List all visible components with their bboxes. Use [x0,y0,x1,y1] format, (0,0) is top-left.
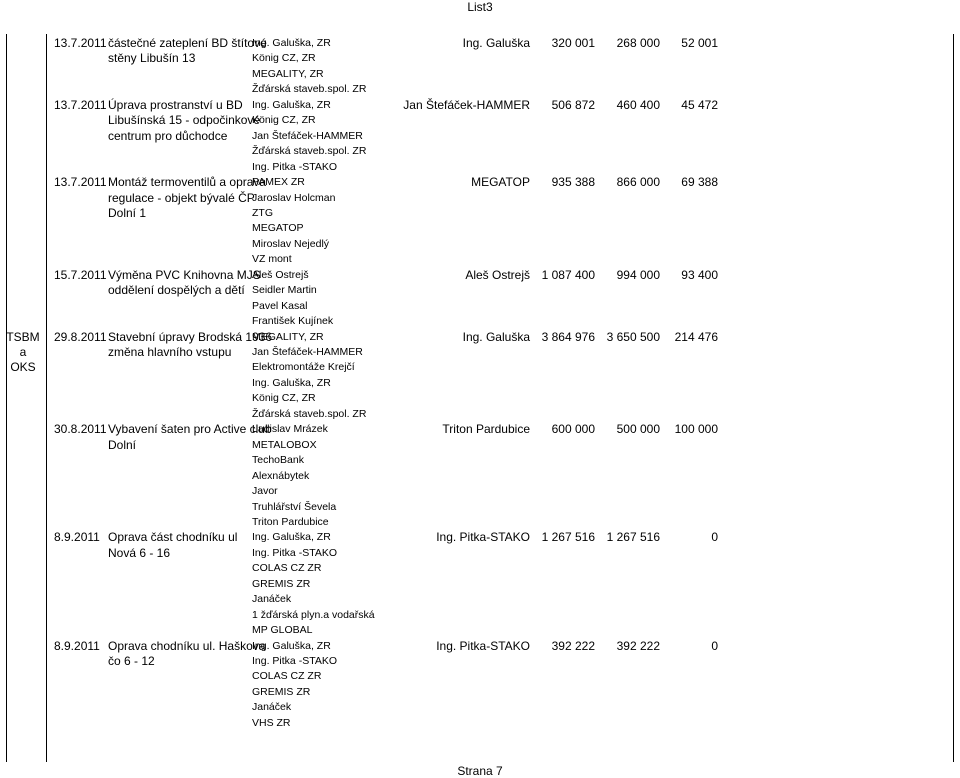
supplier-name: COLAS CZ ZR [252,670,322,683]
supplier-name: Seidler Martin [252,284,317,297]
estimated-price: 506 872 [551,97,595,112]
supplier-name: GREMIS ZR [252,685,311,698]
supplier-name: Ladislav Mrázek [252,423,328,436]
contract-price: 994 000 [616,267,660,282]
column-divider-line [46,34,47,762]
supplier-name: König CZ, ZR [252,392,316,405]
supplier-name: METALOBOX [252,438,317,451]
contract-price: 1 267 516 [606,530,660,545]
estimated-price: 1 087 400 [541,267,595,282]
date-cell: 30.8.2011 [54,422,107,437]
winning-supplier: MEGATOP [471,175,530,190]
winning-supplier: Aleš Ostrejš [465,267,530,282]
project-name-line: oddělení dospělých a dětí [108,283,245,298]
contract-price: 866 000 [616,175,660,190]
supplier-name: Truhlářství Ševela [252,500,337,513]
contract-price: 3 650 500 [606,329,660,344]
supplier-name: Pavel Kasal [252,299,308,312]
winning-supplier: Ing. Galuška [462,36,530,50]
supplier-name: Javor [252,485,278,498]
winning-supplier: Ing. Pitka-STAKO [436,530,530,545]
side-label-line: a [19,345,27,359]
page-footer: Strana 7 [457,764,503,778]
supplier-name: Janáček [252,593,292,606]
date-cell: 8.9.2011 [54,638,100,653]
savings-amount: 69 388 [681,175,718,190]
estimated-price: 600 000 [551,422,595,437]
savings-amount: 0 [711,638,718,653]
date-cell: 15.7.2011 [54,267,107,282]
date-cell: 29.8.2011 [54,329,107,344]
savings-amount: 52 001 [681,36,718,50]
project-name-line: Dolní [108,437,137,452]
supplier-name: Ing. Galuška, ZR [252,531,331,544]
winning-supplier: Ing. Galuška [462,329,530,344]
supplier-name: Jan Štefáček-HAMMER [252,129,363,142]
supplier-name: Ing. Galuška, ZR [252,37,331,49]
supplier-name: Ing. Pitka -STAKO [252,546,337,559]
supplier-name: König CZ, ZR [252,114,316,127]
supplier-name: MP GLOBAL [252,624,313,637]
project-name-line: Nová 6 - 16 [108,545,171,560]
date-cell: 13.7.2011 [54,36,107,50]
supplier-name: ZTG [252,206,273,219]
estimated-price: 935 388 [551,175,595,190]
winning-supplier: Ing. Pitka-STAKO [436,638,530,653]
supplier-name: Žďárská staveb.spol. ZR [252,407,367,420]
supplier-name: Ing. Galuška, ZR [252,376,331,389]
project-name-line: Výměna PVC Knihovna MJS [108,267,261,282]
contract-price: 268 000 [616,36,660,50]
savings-amount: 45 472 [681,97,718,112]
project-name-line: částečné zateplení BD štítové [108,36,267,50]
project-name-line: stěny Libušín 13 [108,51,196,66]
supplier-name: Ing. Galuška, ZR [252,639,331,652]
project-name-line: čo 6 - 12 [108,654,155,668]
side-label-line: OKS [10,360,36,375]
project-name-line: Montáž termoventilů a oprava [108,175,267,190]
savings-amount: 100 000 [674,422,718,437]
savings-amount: 0 [711,530,718,545]
project-name-line: Oprava chodníku ul. Haškova [108,638,266,653]
supplier-name: MEGALITY, ZR [252,67,324,80]
winning-supplier: Triton Pardubice [442,422,530,437]
winning-supplier: Jan Štefáček-HAMMER [403,97,530,112]
supplier-name: MEGATOP [252,222,304,235]
estimated-price: 1 267 516 [541,530,595,545]
project-name-line: Libušínská 15 - odpočinkové [108,113,261,128]
supplier-name: Aleš Ostrejš [252,268,309,281]
supplier-name: Triton Pardubice [252,515,329,528]
sheet-title: List3 [467,0,493,14]
date-cell: 13.7.2011 [54,175,107,190]
supplier-name: Elektromontáže Krejčí [252,361,355,374]
project-name-line: Vybavení šaten pro Active club [108,422,272,437]
supplier-name: Jan Štefáček-HAMMER [252,346,363,358]
savings-amount: 93 400 [681,267,718,282]
supplier-name: František Kujínek [252,315,334,328]
contract-price: 460 400 [616,97,660,112]
supplier-name: Janáček [252,701,292,714]
supplier-name: MEGALITY, ZR [252,330,324,343]
supplier-name: COLAS CZ ZR [252,562,322,575]
left-border-line [6,34,7,762]
side-label-line: TSBM [6,329,40,344]
supplier-name: TechoBank [252,454,304,467]
supplier-name: PAMEX ZR [252,176,305,189]
project-name-line: regulace - objekt bývalé ČP [108,190,255,205]
project-name-line: Stavební úpravy Brodská 1936 [108,329,273,344]
contract-price: 392 222 [616,638,660,653]
supplier-name: Ing. Pitka -STAKO [252,160,337,173]
supplier-name: Ing. Galuška, ZR [252,98,331,111]
supplier-name: VZ mont [252,253,292,266]
supplier-name: Ing. Pitka -STAKO [252,655,337,667]
project-name-line: Úprava prostranství u BD [108,97,243,112]
supplier-name: Miroslav Nejedlý [252,237,330,250]
supplier-name: VHS ZR [252,716,291,729]
right-border-line [953,34,954,762]
savings-amount: 214 476 [674,329,718,344]
supplier-name: König CZ, ZR [252,52,316,65]
project-name-line: centrum pro důchodce [108,128,228,143]
estimated-price: 320 001 [551,36,595,50]
supplier-name: Žďárská staveb.spol. ZR [252,83,367,96]
project-name-line: změna hlavního vstupu [108,345,232,359]
supplier-name: Jaroslav Holcman [252,191,336,204]
supplier-name: Žďárská staveb.spol. ZR [252,145,367,158]
date-cell: 13.7.2011 [54,97,107,112]
estimated-price: 392 222 [551,638,595,653]
contract-price: 500 000 [616,422,660,437]
project-name-line: Oprava část chodníku ul [108,530,238,545]
project-name-line: Dolní 1 [108,205,147,220]
supplier-name: Alexnábytek [252,469,310,482]
date-cell: 8.9.2011 [54,530,100,545]
supplier-name: GREMIS ZR [252,577,311,590]
estimated-price: 3 864 976 [541,329,595,344]
supplier-name: 1 žďárská plyn.a vodařská [252,608,375,621]
